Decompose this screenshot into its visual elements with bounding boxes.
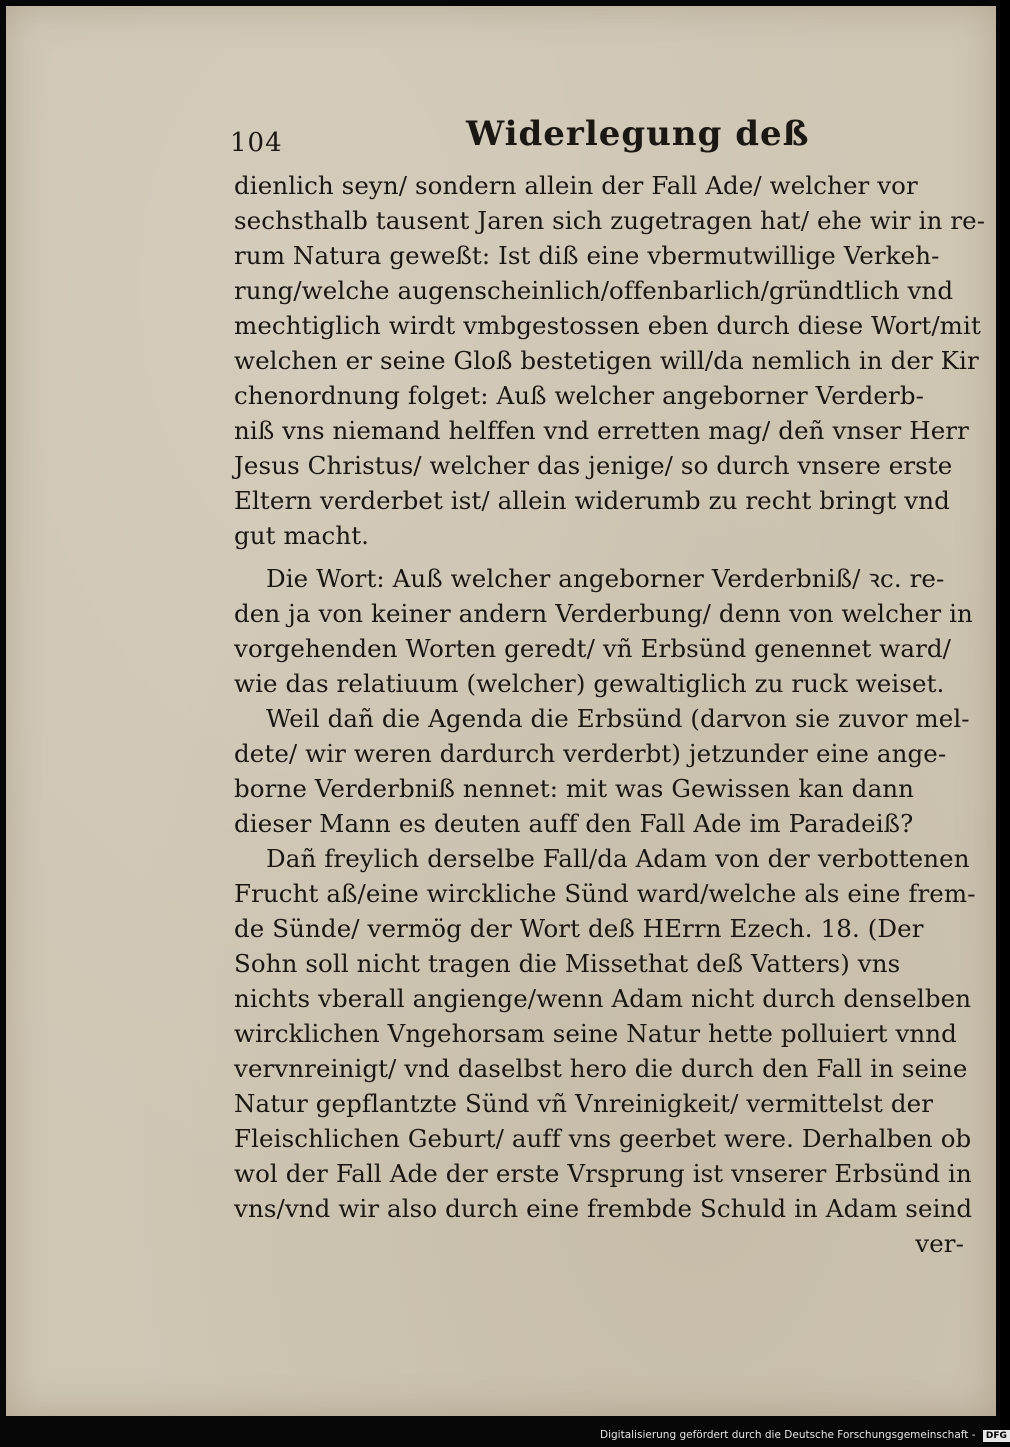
text-line: Die Wort: Auß welcher angeborner Verderbniß/ ꝛc. re- — [266, 564, 945, 593]
text-line: rung/welche augenscheinlich/offenbarlich/gründtlich vnd — [234, 276, 954, 305]
credit-text: Digitalisierung gefördert durch die Deutsche Forschungsgemeinschaft - — [600, 1429, 976, 1441]
text-line: dieser Mann es deuten auff den Fall Ade im Paradeiß? — [234, 809, 914, 838]
text-line: wie das relatiuum (welcher) gewaltiglich zu ruck weiset. — [234, 669, 945, 698]
page-header — [230, 114, 960, 164]
text-line: den ja von keiner andern Verderbung/ denn von welcher in — [234, 599, 973, 628]
text-line: mechtiglich wirdt vmbgestossen eben durch diese Wort/mit — [234, 311, 981, 340]
text-line: Frucht aß/eine wirckliche Sünd ward/welche als eine frem- — [234, 879, 976, 908]
page-number: 104 — [230, 128, 283, 158]
text-line: Natur gepflantzte Sünd vñ Vnreinigkeit/ vermittelst der — [234, 1089, 934, 1118]
text-line: vorgehenden Worten geredt/ vñ Erbsünd genennet ward/ — [234, 634, 952, 663]
text-line: wircklichen Vngehorsam seine Natur hette polluiert vnnd — [234, 1019, 957, 1048]
text-line: dete/ wir weren dardurch verderbt) jetzunder eine ange- — [234, 739, 947, 768]
dfg-logo: DFG — [983, 1430, 1010, 1442]
catchword: ver- — [915, 1229, 964, 1258]
text-line: nichts vberall angienge/wenn Adam nicht durch denselben — [234, 984, 972, 1013]
book-page — [6, 6, 996, 1416]
text-line: Weil dañ die Agenda die Erbsünd (darvon sie zuvor mel- — [266, 704, 970, 733]
text-line: Jesus Christus/ welcher das jenige/ so durch vnsere erste — [234, 451, 953, 480]
text-line: Eltern verderbet ist/ allein widerumb zu recht bringt vnd — [234, 486, 950, 515]
text-line: gut macht. — [234, 521, 370, 550]
text-line: dienlich seyn/ sondern allein der Fall Ade/ welcher vor — [234, 171, 918, 200]
text-line: sechsthalb tausent Jaren sich zugetragen hat/ ehe wir in re- — [234, 206, 986, 235]
digitization-credit — [600, 1427, 1007, 1443]
text-line: Sohn soll nicht tragen die Missethat deß Vatters) vns — [234, 949, 901, 978]
text-line: chenordnung folget: Auß welcher angeborner Verderb- — [234, 381, 924, 410]
text-line: wol der Fall Ade der erste Vrsprung ist vnserer Erbsünd in — [234, 1159, 972, 1188]
text-line: rum Natura geweßt: Ist diß eine vbermutwillige Verkeh- — [234, 241, 940, 270]
text-line: de Sünde/ vermög der Wort deß HErrn Ezech. 18. (Der — [234, 914, 924, 943]
text-line: vervnreinigt/ vnd daselbst hero die durch den Fall in seine — [234, 1054, 968, 1083]
text-line: niß vns niemand helffen vnd erretten mag/ deñ vnser Herr — [234, 416, 969, 445]
text-line: welchen er seine Gloß bestetigen will/da nemlich in der Kir — [234, 346, 979, 375]
text-line: borne Verderbniß nennet: mit was Gewissen kan dann — [234, 774, 915, 803]
running-head: Widerlegung deß — [466, 114, 810, 154]
text-line: vns/vnd wir also durch eine frembde Schuld in Adam seind — [234, 1194, 973, 1223]
text-line: Dañ freylich derselbe Fall/da Adam von der verbottenen — [266, 844, 970, 873]
text-line: Fleischlichen Geburt/ auff vns geerbet were. Derhalben ob — [234, 1124, 972, 1153]
body-text — [234, 168, 986, 1261]
